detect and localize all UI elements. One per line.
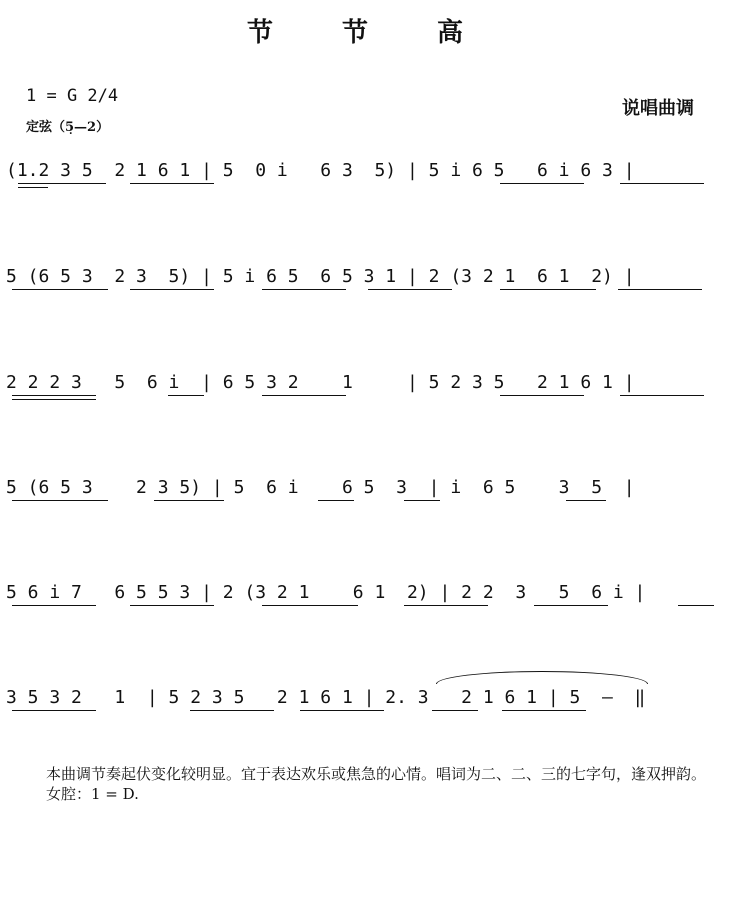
score-line-text: 5 (6 5 3 2 3 5) | 5 6 i 6 5 3 | i 6 5 3 5 | [6, 477, 635, 498]
score-line-text: 2 2 2 3 5 6 i | 6 5 3 2 1 | 5 2 3 5 2 1 6 1 | [6, 372, 635, 393]
description-para-2: 女腔：1 = D. [46, 785, 139, 803]
score-line-text: 5 (6 5 3 2 3 5) | 5 i 6 5 6 5 3 1 | 2 (3 2 1 6 1 2) | [6, 266, 635, 287]
genre-label: 说唱曲调 [622, 98, 694, 119]
score-line-1 [6, 160, 736, 200]
long-slur [436, 671, 648, 684]
score-line-5 [6, 582, 736, 622]
description [4, 764, 734, 804]
score-line-4 [6, 477, 736, 517]
key-signature: 1 = G 2/4 [26, 86, 119, 106]
score-line-text: 5 6 i 7 6 5 5 3 | 2 (3 2 1 6 1 2) | 2 2 3 5 6 i | [6, 582, 646, 603]
score-line-6 [6, 687, 736, 727]
tuning-note: 定弦（5̣—2） [26, 120, 110, 135]
score-line-text: 3 5 3 2 1 | 5 2 3 5 2 1 6 1 | 2. 3 2 1 6 1 | 5 – ‖ [6, 687, 646, 708]
score-line-2 [6, 266, 736, 306]
page-title: 节 节 高 [246, 18, 494, 48]
score-line-text: (1.2 3 5 2 1 6 1 | 5 0 i 6 3 5) | 5 i 6 5 6 i 6 3 | [6, 160, 635, 181]
description-para-1: 本曲调节奏起伏变化较明显。宜于表达欢乐或焦急的心情。唱词为二、二、三的七字句，逢双押韵。 [46, 765, 707, 783]
score-line-3 [6, 372, 736, 412]
